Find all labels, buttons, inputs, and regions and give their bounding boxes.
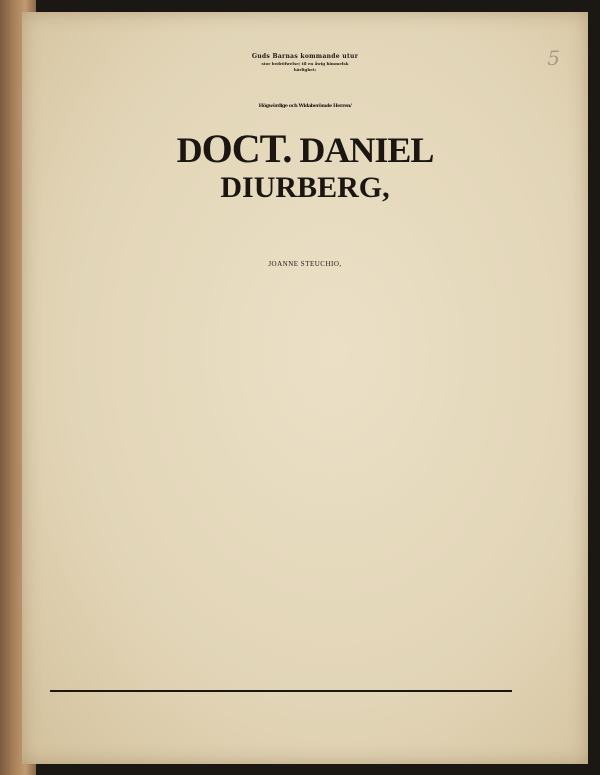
subject-name-line-1 (22, 126, 588, 171)
author-name: JOANNE STEUCHIO, (268, 260, 342, 268)
title-page-content (22, 38, 588, 273)
title-line-1: Guds Barnas kommande utur (251, 53, 359, 60)
title-line-8: Högwördige och Widaberömde Herren/ (258, 103, 352, 109)
subject-prefix-rest: OCT. (201, 126, 292, 171)
subject-prefix-initial: D (176, 130, 202, 170)
subject-surname: DIURBERG, (220, 171, 390, 204)
imprint-divider (50, 690, 512, 692)
title-line-3: härlighet; (293, 67, 317, 72)
page-number: 5 (547, 46, 560, 70)
title-line-2: stor bedröfwelse/ til en ǻwig himmelsk (261, 61, 349, 66)
subject-first-name: DANIEL (299, 130, 434, 170)
